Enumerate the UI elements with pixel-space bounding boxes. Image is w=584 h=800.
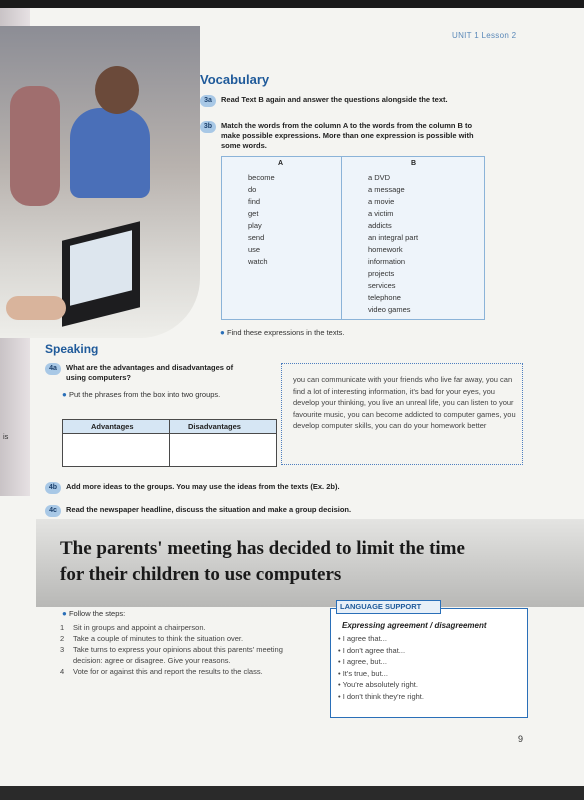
language-support-item: • You're absolutely right. bbox=[338, 680, 418, 690]
exercise-number-badge: 4b bbox=[45, 482, 61, 494]
column-a-item: watch bbox=[248, 257, 268, 266]
vocabulary-heading: Vocabulary bbox=[200, 72, 270, 87]
newspaper-headline bbox=[60, 536, 465, 588]
exercise-4c-text: Read the newspaper headline, discuss the situation and make a group decision. bbox=[66, 505, 352, 514]
language-support-label: LANGUAGE SUPPORT bbox=[340, 602, 422, 611]
exercise-number-badge: 3a bbox=[200, 95, 216, 107]
exercise-4b bbox=[45, 482, 340, 494]
column-b-item: information bbox=[368, 257, 406, 266]
column-b-item: telephone bbox=[368, 293, 401, 302]
column-b-header: B bbox=[411, 160, 417, 167]
column-b-item: services bbox=[368, 281, 396, 290]
step-item bbox=[60, 666, 303, 677]
bullet-icon: ● bbox=[220, 328, 225, 337]
put-phrases-text: Put the phrases from the box into two groups. bbox=[68, 390, 221, 399]
column-b-item: a DVD bbox=[368, 173, 391, 182]
column-b-item: a victim bbox=[368, 209, 394, 218]
speaking-heading: Speaking bbox=[45, 342, 99, 356]
headline-line: The parents' meeting has decided to limit the time bbox=[60, 538, 465, 559]
column-b-item: homework bbox=[368, 245, 403, 254]
headline-line: for their children to use computers bbox=[60, 564, 342, 585]
column-a-list bbox=[248, 172, 275, 268]
step-item bbox=[60, 633, 303, 644]
column-b-item: addicts bbox=[368, 221, 392, 230]
step-text: Vote for or against this and report the results to the class. bbox=[73, 667, 263, 676]
step-text: Take a couple of minutes to think the situation over. bbox=[73, 634, 244, 643]
column-b-item: a movie bbox=[368, 197, 395, 206]
disadvantages-header: Disadvantages bbox=[188, 422, 241, 431]
exercise-4c bbox=[45, 505, 352, 517]
step-number: 3 bbox=[60, 645, 65, 654]
column-b-item: a message bbox=[368, 185, 405, 194]
steps-intro-text: Follow the steps: bbox=[68, 609, 126, 618]
step-text: Sit in groups and appoint a chairperson. bbox=[73, 623, 206, 632]
exercise-3b-text-line: make possible expressions. More than one expression is possible with bbox=[221, 131, 474, 140]
exercise-4b-text: Add more ideas to the groups. You may use the ideas from the texts (Ex. 2b). bbox=[66, 482, 340, 491]
page-number: 9 bbox=[518, 734, 524, 744]
language-support-item: • I agree that... bbox=[338, 634, 387, 643]
column-a-item: play bbox=[248, 221, 262, 230]
language-support-title: Expressing agreement / disagreement bbox=[342, 621, 487, 630]
exercise-3a bbox=[200, 95, 448, 107]
bullet-icon: ● bbox=[62, 609, 67, 618]
column-b-item: projects bbox=[368, 269, 395, 278]
language-support-item: • I don't think they're right. bbox=[338, 691, 424, 701]
exercise-3b bbox=[200, 121, 474, 150]
language-support-item: • It's true, but... bbox=[338, 668, 388, 678]
step-item bbox=[60, 622, 303, 633]
column-b-item: video games bbox=[368, 305, 411, 314]
step-number: 2 bbox=[60, 634, 65, 643]
exercise-3b-text-line: Match the words from the column A to the words from the column B to bbox=[221, 121, 473, 130]
exercise-4a-text-line: What are the advantages and disadvantages of bbox=[66, 363, 234, 372]
column-b-list bbox=[368, 172, 418, 316]
unit-lesson-label: UNIT 1 Lesson 2 bbox=[452, 31, 517, 40]
language-support-item: • I don't agree that... bbox=[338, 645, 406, 655]
language-support-item: • I agree, but... bbox=[338, 657, 387, 667]
step-item bbox=[60, 644, 303, 666]
step-number: 1 bbox=[60, 623, 65, 632]
put-phrases-note bbox=[62, 390, 220, 399]
bottom-edge bbox=[0, 786, 584, 800]
column-a-item: find bbox=[248, 197, 261, 206]
column-a-item: send bbox=[248, 233, 265, 242]
exercise-4a bbox=[45, 363, 234, 382]
top-edge bbox=[0, 0, 584, 8]
language-support-list bbox=[338, 633, 424, 703]
exercise-3b-text-line: some words. bbox=[221, 141, 267, 150]
step-text: Take turns to express your opinions about this parents' meeting decision: agree or disagree. Give your reasons. bbox=[73, 645, 283, 665]
bullet-icon: ● bbox=[62, 390, 67, 399]
column-a-item: use bbox=[248, 245, 261, 254]
find-expressions-note bbox=[220, 328, 345, 337]
steps-intro bbox=[62, 609, 125, 618]
find-expressions-text: Find these expressions in the texts. bbox=[226, 328, 345, 337]
exercise-number-badge: 4c bbox=[45, 505, 61, 517]
exercise-number-badge: 4a bbox=[45, 363, 61, 375]
computer-class-photo bbox=[0, 26, 200, 338]
exercise-4a-text-line: using computers? bbox=[66, 373, 132, 382]
matching-table bbox=[221, 156, 485, 320]
left-margin-fragment: is bbox=[3, 432, 9, 441]
column-a-header: A bbox=[278, 160, 284, 167]
steps-list bbox=[60, 622, 303, 677]
column-b-item: an integral part bbox=[368, 233, 419, 242]
phrases-text: you can communicate with your friends who live far away, you can find a lot of interesting information, it's bad for your eyes, you develop your thinking, you live an unreal life, you can listen to your favourite music, you can become addicted to computer games, you develop computer skills, you can do your homework better bbox=[293, 375, 516, 431]
column-a-item: get bbox=[248, 209, 259, 218]
phrases-box bbox=[281, 363, 523, 465]
step-number: 4 bbox=[60, 667, 65, 676]
advantages-header: Advantages bbox=[91, 422, 134, 431]
exercise-3a-text: Read Text B again and answer the questions alongside the text. bbox=[221, 95, 448, 104]
column-a-item: become bbox=[248, 173, 275, 182]
column-a-item: do bbox=[248, 185, 257, 194]
exercise-number-badge: 3b bbox=[200, 121, 216, 133]
advantages-table bbox=[62, 419, 277, 467]
